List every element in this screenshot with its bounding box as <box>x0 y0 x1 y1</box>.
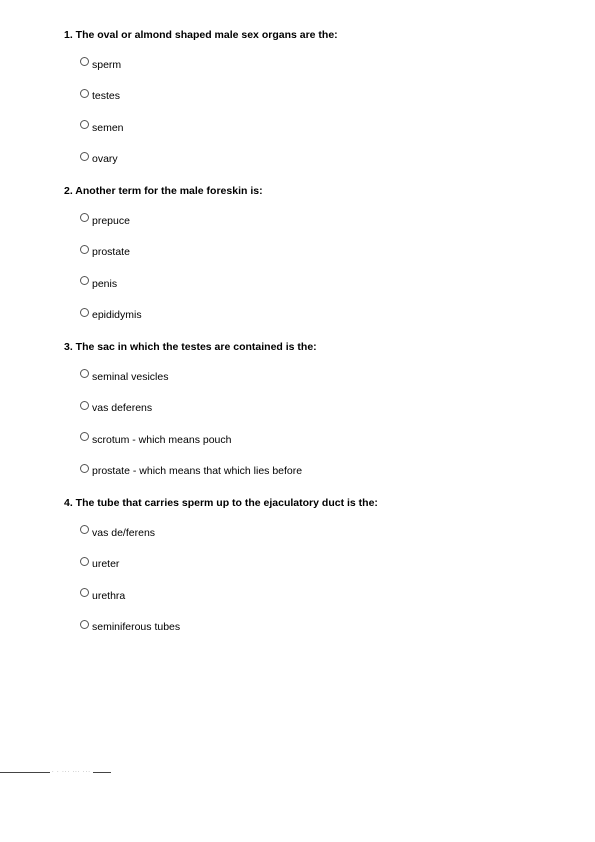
answer-option[interactable] <box>80 361 564 393</box>
option-label: sperm <box>92 58 122 71</box>
radio-button[interactable] <box>80 276 89 285</box>
options-list <box>64 517 564 643</box>
answer-option[interactable] <box>80 81 564 113</box>
answer-option[interactable] <box>80 456 564 488</box>
option-label: prostate - which means that which lies before <box>92 465 303 478</box>
divider-dots: · · ··· ··· ··· <box>52 769 91 775</box>
radio-button[interactable] <box>80 89 89 98</box>
option-label: vas de/ferens <box>92 526 156 539</box>
option-label: prostate <box>92 246 130 259</box>
question-text: 3. The sac in which the testes are contained is the: <box>64 341 317 353</box>
radio-button[interactable] <box>80 464 89 473</box>
option-label: prepuce <box>92 214 130 227</box>
quiz <box>64 29 564 653</box>
answer-option[interactable] <box>80 205 564 237</box>
answer-option[interactable] <box>80 424 564 456</box>
answer-option[interactable] <box>80 49 564 81</box>
answer-option[interactable] <box>80 580 564 612</box>
question-4 <box>64 497 564 643</box>
answer-option[interactable] <box>80 237 564 269</box>
answer-option[interactable] <box>80 300 564 332</box>
option-label: epididymis <box>92 309 142 322</box>
answer-option[interactable] <box>80 517 564 549</box>
radio-button[interactable] <box>80 245 89 254</box>
answer-option[interactable] <box>80 549 564 581</box>
options-list <box>64 205 564 331</box>
question-text: 2. Another term for the male foreskin is: <box>64 185 263 197</box>
option-label: ureter <box>92 558 120 571</box>
question-2 <box>64 185 564 331</box>
divider-line <box>93 772 111 773</box>
answer-option[interactable] <box>80 612 564 644</box>
option-label: ovary <box>92 153 118 166</box>
answer-option[interactable] <box>80 393 564 425</box>
radio-button[interactable] <box>80 401 89 410</box>
divider-line <box>0 772 50 773</box>
option-label: semen <box>92 121 124 134</box>
radio-button[interactable] <box>80 308 89 317</box>
radio-button[interactable] <box>80 620 89 629</box>
radio-button[interactable] <box>80 57 89 66</box>
radio-button[interactable] <box>80 213 89 222</box>
option-label: penis <box>92 277 118 290</box>
question-text: 4. The tube that carries sperm up to the ejaculatory duct is the: <box>64 497 378 509</box>
radio-button[interactable] <box>80 588 89 597</box>
option-label: scrotum - which means pouch <box>92 433 232 446</box>
radio-button[interactable] <box>80 120 89 129</box>
footer-divider <box>0 769 111 775</box>
options-list <box>64 49 564 175</box>
question-text: 1. The oval or almond shaped male sex organs are the: <box>64 29 338 41</box>
question-3 <box>64 341 564 487</box>
radio-button[interactable] <box>80 432 89 441</box>
option-label: vas deferens <box>92 402 153 415</box>
answer-option[interactable] <box>80 112 564 144</box>
answer-option[interactable] <box>80 144 564 176</box>
radio-button[interactable] <box>80 557 89 566</box>
radio-button[interactable] <box>80 369 89 378</box>
option-label: urethra <box>92 589 126 602</box>
option-label: seminal vesicles <box>92 370 169 383</box>
radio-button[interactable] <box>80 525 89 534</box>
option-label: testes <box>92 90 121 103</box>
radio-button[interactable] <box>80 152 89 161</box>
question-1 <box>64 29 564 175</box>
options-list <box>64 361 564 487</box>
option-label: seminiferous tubes <box>92 621 181 634</box>
answer-option[interactable] <box>80 268 564 300</box>
